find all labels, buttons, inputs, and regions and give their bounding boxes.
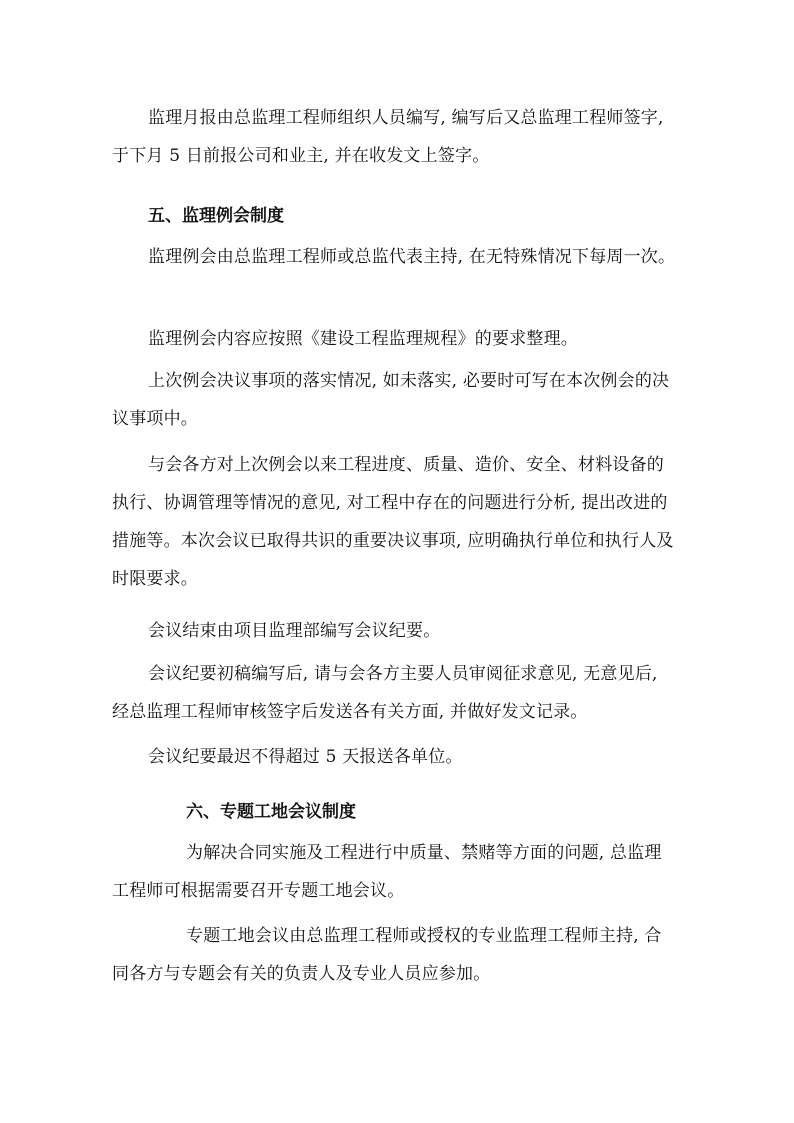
paragraph-minutes-deadline: 会议纪要最迟不得超过 5 天报送各单位。	[148, 747, 463, 767]
section-heading-meeting-system: 五、监理例会制度	[148, 206, 284, 226]
paragraph-minutes-review: 会议纪要初稿编写后, 请与会各方主要人员审阅征求意见, 无意见后, 经总监理工程师审核签字后发送各有关方面, 并做好发文记录。	[112, 664, 658, 722]
paragraph-previous-resolutions: 上次例会决议事项的落实情况, 如未落实, 必要时可写在本次例会的决议事项中。	[112, 371, 670, 429]
paragraph-monthly-report: 监理月报由总监理工程师组织人员编写, 编写后又总监理工程师签字, 于下月 5 日前报公司和业主, 并在收发文上签字。	[112, 108, 664, 166]
paragraph-meeting-content: 监理例会内容应按照《建设工程监理规程》的要求整理。	[148, 329, 578, 349]
paragraph-minutes-writing: 会议结束由项目监理部编写会议纪要。	[148, 621, 441, 641]
paragraph-special-meeting-host: 专题工地会议由总监理工程师或授权的专业监理工程师主持, 合同各方与专题会有关的负责人及专业人员应参加。	[112, 926, 662, 984]
paragraph-meeting-host: 监理例会由总监理工程师或总监代表主持, 在无特殊情况下每周一次。	[148, 247, 676, 267]
paragraph-special-meeting-purpose: 为解决合同实施及工程进行中质量、禁赌等方面的问题, 总监理工程师可根据需要召开专题工地会议。	[112, 843, 662, 901]
section-heading-special-meeting: 六、专题工地会议制度	[186, 802, 356, 822]
paragraph-attendee-opinions: 与会各方对上次例会以来工程进度、质量、造价、安全、材料设备的执行、协调管理等情况的意见, 对工程中存在的问题进行分析, 提出改进的措施等。本次会议已取得共识的重要决议事项, 应明确执行单位和执行人及时限要求。	[112, 455, 674, 589]
